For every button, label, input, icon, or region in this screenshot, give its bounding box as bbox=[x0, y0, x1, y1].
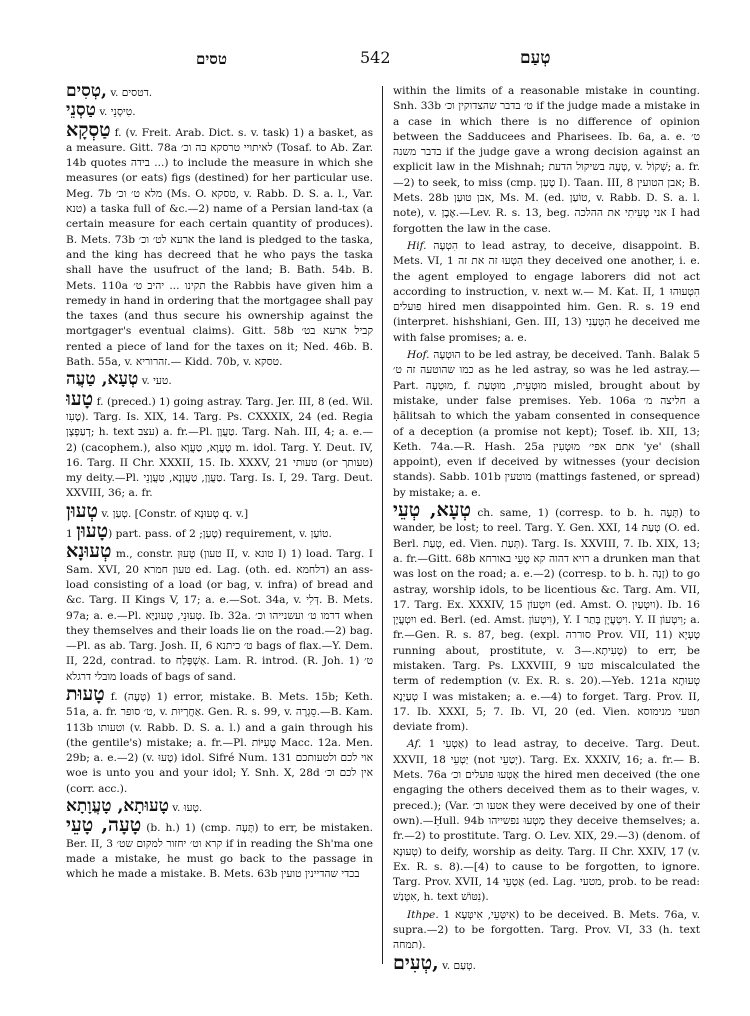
dictionary-subentry bbox=[393, 348, 700, 501]
entry-headword: Hof. bbox=[407, 349, 430, 362]
dictionary-subentry bbox=[393, 239, 700, 346]
entry-text: f. (v. Freit. Arab. Dict. s. v. task) 1) a basket, as a measure. Gitt. 78a לאיתויי טרסקא בה וכ׳ (Tosaf. to Ab. Zar. 14b quotes בידה ...) to include the measure in which she measures (or eats) figs (destined) for her particular use. Meg. 7b מלא ט׳ וכ׳ (Ms. O. טסקא, v. Rabb. D. S. a. l., Var. טנא) a taska full of &c.—2) name of a Persian land-tax (a certain measure for each certain quantity of produces). B. Mets. 73b ארעא לט׳ וכ׳ the land is pledged to the taska, and the king has decreed that he who pays the taska shall have the usufruct of the land; B. Bath. 54b. B. Mets. 110a תקינו ... יהיב ט׳ the Rabbis have given him a remedy in hand in ordering that the mortgagee shall pay the taxes (and thus secure his ownership against the mortgager's eventual claims). Gitt. 58b קביל ארעא בט׳ rented a piece of land for the taxes on it; Ned. 46b. B. Bath. 55a, v. זהרוריא.— Kidd. 70b, v. טסקא. bbox=[66, 126, 373, 369]
entry-headword: טָעוּת bbox=[66, 682, 105, 705]
entry-text: אַטְעִי 1) to lead astray, to deceive. Targ. Deut. XXVII, 18 יַטְעֵי (not יְטַעֵי). Targ. Ex. XXXIV, 16; a. fr.— B. Mets. 76a אַטְעוּ פועלים וכ׳ the hired men deceived (the one engaging the others deceived them as to their wages, v. preced.); (Var. אטעו וכ׳ they were deceived by one of their own).—Ḥull. 94b מַטְעוּ נפשייהו they deceive themselves; a. fr.—2) to prostitute. Targ. O. Lev. XIX, 29.—3) (denom. of טְעוּנָא) to deify, worship as deity. Targ. II Chr. XXIV, 17 (v. Ex. R. s. 8).—[4) to cause to be forgotten, to ignore. Targ. Prov. XVII, 14 אַטְעֵי (ed. Lag. מטעי, prob. to be read: אִטְנַשׁ, h. text נִטּוֹשׁ). bbox=[393, 738, 700, 904]
entry-headword: טַסְקָא bbox=[66, 118, 111, 141]
entry-text: within the limits of a reasonable mistake in counting. Snh. 33b ט׳ בדבר שהצדוקין וכ׳ if the judge made a mistake in a case in which there is no difference of opinion between the Sadducees and Pharisees. Ib. 6a, a. e. ט׳ בדבר משנה if the judge gave a wrong decision against an explicit law in the Mishnah; טָעָה בשיקול הדעת, v. שְׁקוֹל; a. fr.—2) to seek, to miss (cmp. טָעַן I). Taan. III, 8 אבן הטועין; B. Mets. 28b אבן טוּעַן, Ms. M. (ed. טוֹעַן, v. Rabb. D. S. a. l. note), v. אֶבֶן.—Lev. R. s. 13, beg. אני טְעִיתִי את ההלכה I had forgotten the law in the case. bbox=[393, 85, 700, 235]
page-header bbox=[0, 44, 750, 74]
entry-text: 1) part. pass. of טָעַן; 2) requirement, v. טוֹעַן. bbox=[66, 528, 332, 541]
dictionary-entry-continuation bbox=[393, 84, 700, 237]
dictionary-entry bbox=[66, 84, 373, 101]
entry-text: v. טעי. bbox=[141, 375, 172, 388]
entry-headword: טַסְנֵי bbox=[66, 100, 96, 121]
running-head-right: טְעַם bbox=[520, 48, 551, 68]
dictionary-entry bbox=[66, 682, 373, 797]
dictionary-entry bbox=[66, 387, 373, 502]
entry-text: v. טְעַם. bbox=[442, 959, 476, 972]
column-divider bbox=[382, 86, 383, 964]
entry-text: הוּטְעָה to be led astray, be deceived. Tanh. Balak 5 כמו שהוטעה זה ט׳ as he led astray, so was he led astray.— Part. מוּטְעָה, f. מוּטְעֵית, מוּטְעַת misled, brought about by mistake, under false premises. Yeb. 106a חליצה מ׳ a ḥălitsah to which the yabam consented in consequence of a deception (a promise not kept); Tosef. ib. XII, 13; Keth. 74a.—R. Hash. 25a אתם אפי׳ מוּטְעִין 'ye' (shall appoint), even if deceived by witnesses (your decision stands). Sabb. 101b מוטעין (mattings fastened, or spread) by mistake; a. e. bbox=[393, 349, 700, 499]
page-number: 542 bbox=[360, 48, 391, 67]
entry-headword: טְעָא, טְעֵי bbox=[393, 499, 471, 522]
entry-text: m., constr. טְעוּן (טעון II, v. טונא I) 1) load. Targ. I Sam. XVI, 20 טעון חמרא ed. Lag. (oth. ed. דלחמא) an ass-load consisting of a load (or bag, v. infra) of bread and &c. Targ. II Kings V, 17; a. e.—Sot. 34a, v. דְּלִי. B. Mets. 97a; a. e.—Pl. טְעוּנֵי, טְעוּנַיָּא. Ib. 32a. דרמו ט׳ ועשנייהו וכ׳ when they themselves and their loads lie on the road.—2) bag.—Pl. as ab. Targ. Josh. II, 6 ט׳ כיתנא bags of flax.—Y. Dem. II, 22d, contrad. to אַשְׁפָּלַח. Lam. R. introd. (R. Joh. 1) ט׳ מובלי דרגלא loads of bags of sand. bbox=[66, 548, 373, 683]
entry-text: (b. h.) 1) (cmp. תָּעָה) to err, be mistaken. Ber. II, 3 קרא וט׳ יחזור למקום שט׳ if in reading the Sh'ma one made a mistake, he must go back to the passage in which he made a mistake. B. Mets. 63b בכדי שהדיינין טועין bbox=[66, 822, 373, 881]
entry-text: f. (preced.) 1) going astray. Targ. Jer. III, 8 (ed. Wil. טָעִו). Targ. Is. XIX, 14. Targ. Ps. CXXXIX, 24 (ed. Regia דְעַפְצָן; h. text עצב) a. fr.—Pl. טַעֲוָן. Targ. Nah. III, 4; a. e.—2) (cacophem.), also טָעֲוָא, טַעֲוָא m. idol. Targ. Y. Deut. IV, 16. Targ. II Chr. XXXII, 15. Ib. XXXV, 21 טעותי (or טעותך) my deity.—Pl. טַעֲוָן, טַעֲוָנָא, טַעֲוָנֵי. Targ. Is. I, 29. Targ. Deut. XXVIII, 36; a. fr. bbox=[66, 395, 373, 500]
dictionary-subentry bbox=[393, 908, 700, 954]
entry-text: f. (טָעָה) 1) error, mistake. B. Mets. 15b; Keth. 51a, a. fr. ט׳ סופר, v. אַחֲרָיוּת. Gen. R. s. 99, v. סֵגְרָה.—B. Kam. 113b וטעותו (v. Rabb. D. S. a. l.) and a gain through his (the gentile's) mistake; a. fr.—Pl. טָעִיּוֹת Macc. 12a. Men. 29b; a. e.—2) (v. טָעוּ) idol. Sifré Num. 131 אוי לכם ולטעותכם woe is unto you and your idol; Y. Snh. X, 28d אין לכם וכ׳ (corr. acc.). bbox=[66, 690, 373, 795]
entry-text: אִיטְּעֵי, אִיטְּעָא 1) to be deceived. B. Mets. 76a, v. supra.—2) to be forgotten. Targ. Prov. VI, 33 (h. text תמחה). bbox=[393, 908, 700, 952]
dictionary-entry bbox=[66, 814, 373, 882]
entry-headword: טְעִים, bbox=[393, 951, 439, 974]
dictionary-entry bbox=[66, 118, 373, 371]
entry-text: v. דטסים. bbox=[110, 87, 153, 99]
entry-headword: טָעָה, טָעֵי bbox=[66, 814, 142, 837]
entry-headword: טָעוּן bbox=[76, 520, 109, 543]
entry-headword: טְעוּנָא bbox=[66, 540, 112, 563]
entry-headword: טְעוּן bbox=[66, 499, 98, 522]
entry-headword: Hif. bbox=[407, 239, 427, 252]
entry-headword: טְסִים, bbox=[66, 84, 107, 101]
entry-headword: טְעָא, טַעֲה bbox=[66, 369, 139, 390]
dictionary-entry bbox=[393, 499, 700, 735]
entry-text: v. טָעוּ. bbox=[172, 802, 203, 815]
dictionary-entry bbox=[66, 520, 373, 543]
entry-text: v. טִיסְנֵי. bbox=[99, 106, 136, 119]
entry-text: ch. same, 1) (corresp. to b. h. תָּעָה) to wander, be lost; to reel. Targ. Y. Gen. XXI, 14 טְעַת (O. ed. Berl. טְעַת, ed. Vien. תְּעַת). Targ. Is. XXVIII, 7. Ib. XIX, 13; a. fr.—Gitt. 68b רויא דהוה קא טָעֵי באורחא a drunken man that was lost on the road; a. e.—2) (corresp. to b. h. זָנָה) to go astray, worship idols, to be licentious &c. Targ. Am. VII, 17. Targ. Ex. XXXIV, 15 ויִטְעוֹן (ed. Amst. O. ויִטְעַיִן). Ib. 16 ויִטְעֲיָן ed. Berl. (ed. Amst. וִיטְעוֹן), Y. I וִיטְעֲיָן בָּתַר. Y. II וִיטְעוֹן; a. fr.—Gen. R. s. 87, beg. (expl. סוררה Prov. VII, 11) טָעְיָא running about, prostitute, v. טְעִיתָא.—3) to err, be mistaken. Targ. Ps. LXXVIII, 9 טעו miscalculated the term of redemption (v. Ex. R. s. 20).—Yeb. 121a טְעוּתָא טְעַיְנָא I was mistaken; a. e.—4) to forget. Targ. Prov. II, 17. Ib. XXXI, 5; 7. Ib. VI, 20 (ed. Vien. תטעי מנימוסא deviate from). bbox=[393, 507, 700, 734]
left-column bbox=[66, 84, 373, 984]
right-column bbox=[393, 84, 700, 984]
entry-headword: Ithpe. bbox=[407, 908, 439, 921]
dictionary-entry bbox=[66, 100, 373, 121]
entry-headword: Af. bbox=[407, 738, 422, 751]
dictionary-entry bbox=[393, 951, 700, 974]
entry-headword: טָעוּתָא, טָעֲוָתָא bbox=[66, 796, 169, 817]
entry-text: v. טְעַן. [Constr. of טְעוּנָא q. v.] bbox=[101, 507, 249, 520]
dictionary-entry bbox=[66, 540, 373, 685]
entry-headword: טָעוּ bbox=[66, 387, 94, 410]
dictionary-entry bbox=[66, 369, 373, 390]
dictionary-entry bbox=[66, 499, 373, 522]
entry-text: הִטְעָה to lead astray, to deceive, disappoint. B. Mets. VI, 1 הִטְעוּ זה את זה they deceived one another, i. e. the agent employed to engage laborers did not act according to instruction, v. next w.— M. Kat. II, 1 הִטְעוּהוּ פועלים hired men disappointed him. Gen. R. s. 19 end (interpret. hishshiani, Gen. III, 13) הִטְעַנִי he deceived me with false promises; a. e. bbox=[393, 239, 700, 344]
running-head-left: טסים bbox=[196, 50, 227, 68]
dictionary-subentry bbox=[393, 737, 700, 905]
